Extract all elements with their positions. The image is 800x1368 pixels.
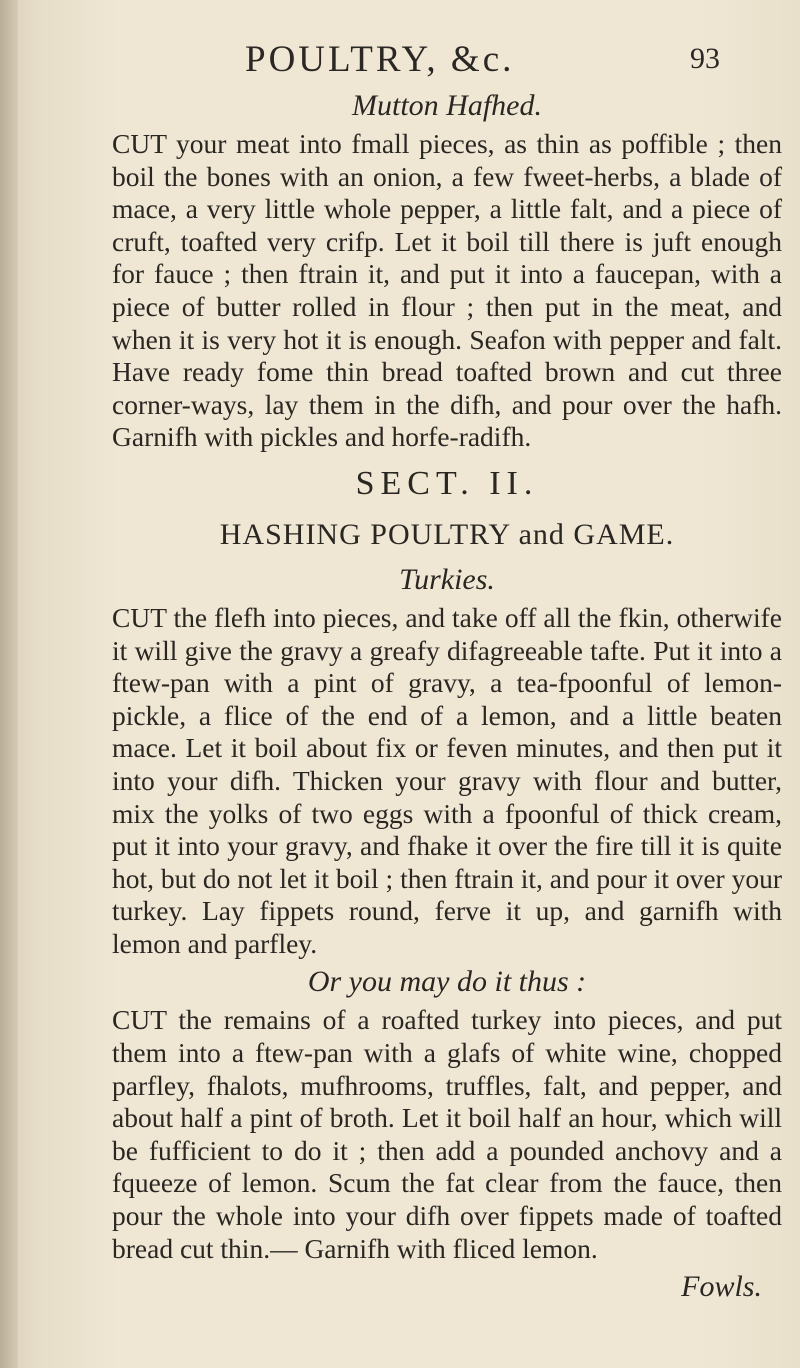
running-head: [0, 38, 800, 82]
page-gutter: [0, 0, 18, 1368]
recipe-text-mutton-hashed: CUT your meat into fmall pieces, as thin as poffible ; then boil the bones with an onion, a few fweet-herbs, a blade of mace, a very little whole pepper, a little falt, and a piece of cruft, toafted very crifp. Let it boil till there is juft enough for fauce ; then ftrain it, and put it into a faucepan, with a piece of butter rolled in flour ; then put in the meat, and when it is very hot it is enough. Seafon with pepper and falt. Have ready fome thin bread toafted brown and cut three corner-ways, lay them in the difh, and pour over the hafh. Garnifh with pickles and horfe-radifh.: [112, 128, 782, 453]
section-label: SECT. II.: [355, 464, 539, 502]
recipe-heading-turkies: Turkies.: [399, 562, 495, 596]
running-head-title: POULTRY, &c.: [245, 39, 515, 80]
recipe-heading-alternative: Or you may do it thus :: [307, 965, 587, 999]
page-number: 93: [690, 42, 720, 75]
page-body: [112, 84, 782, 1309]
section-title: HASHING POULTRY and GAME.: [219, 517, 675, 551]
recipe-text-alternative: CUT the remains of a roafted turkey into pieces, and put them into a ftew-pan with a glafs of white wine, chopped parfley, fhalots, mufhrooms, truffles, falt, and pepper, and about half a pint of broth. Let it boil half an hour, which will be fufficient to do it ; then add a pounded anchovy and a fqueeze of lemon. Scum the fat clear from the fauce, then pour the whole into your difh over fippets made of toafted bread cut thin.— Garnifh with fliced lemon.: [112, 1004, 782, 1264]
recipe-text-turkies: CUT the flefh into pieces, and take off all the fkin, otherwife it will give the gravy a greafy difagreeable tafte. Put it into a ftew-pan with a pint of gravy, a tea-fpoonful of lemon-pickle, a flice of the end of a lemon, and a little beaten mace. Let it boil about fix or feven minutes, and then put it into your difh. Thicken your gravy with flour and butter, mix the yolks of two eggs with a fpoonful of thick cream, put it into your gravy, and fhake it over the fire till it is quite hot, but do not let it boil ; then ftrain it, and pour it over your turkey. Lay fippets round, ferve it up, and garnifh with lemon and parfley.: [112, 601, 782, 959]
recipe-heading-mutton-hashed: Mutton Hafhed.: [352, 89, 542, 122]
recipe-heading-fowls: Fowls.: [681, 1270, 762, 1304]
